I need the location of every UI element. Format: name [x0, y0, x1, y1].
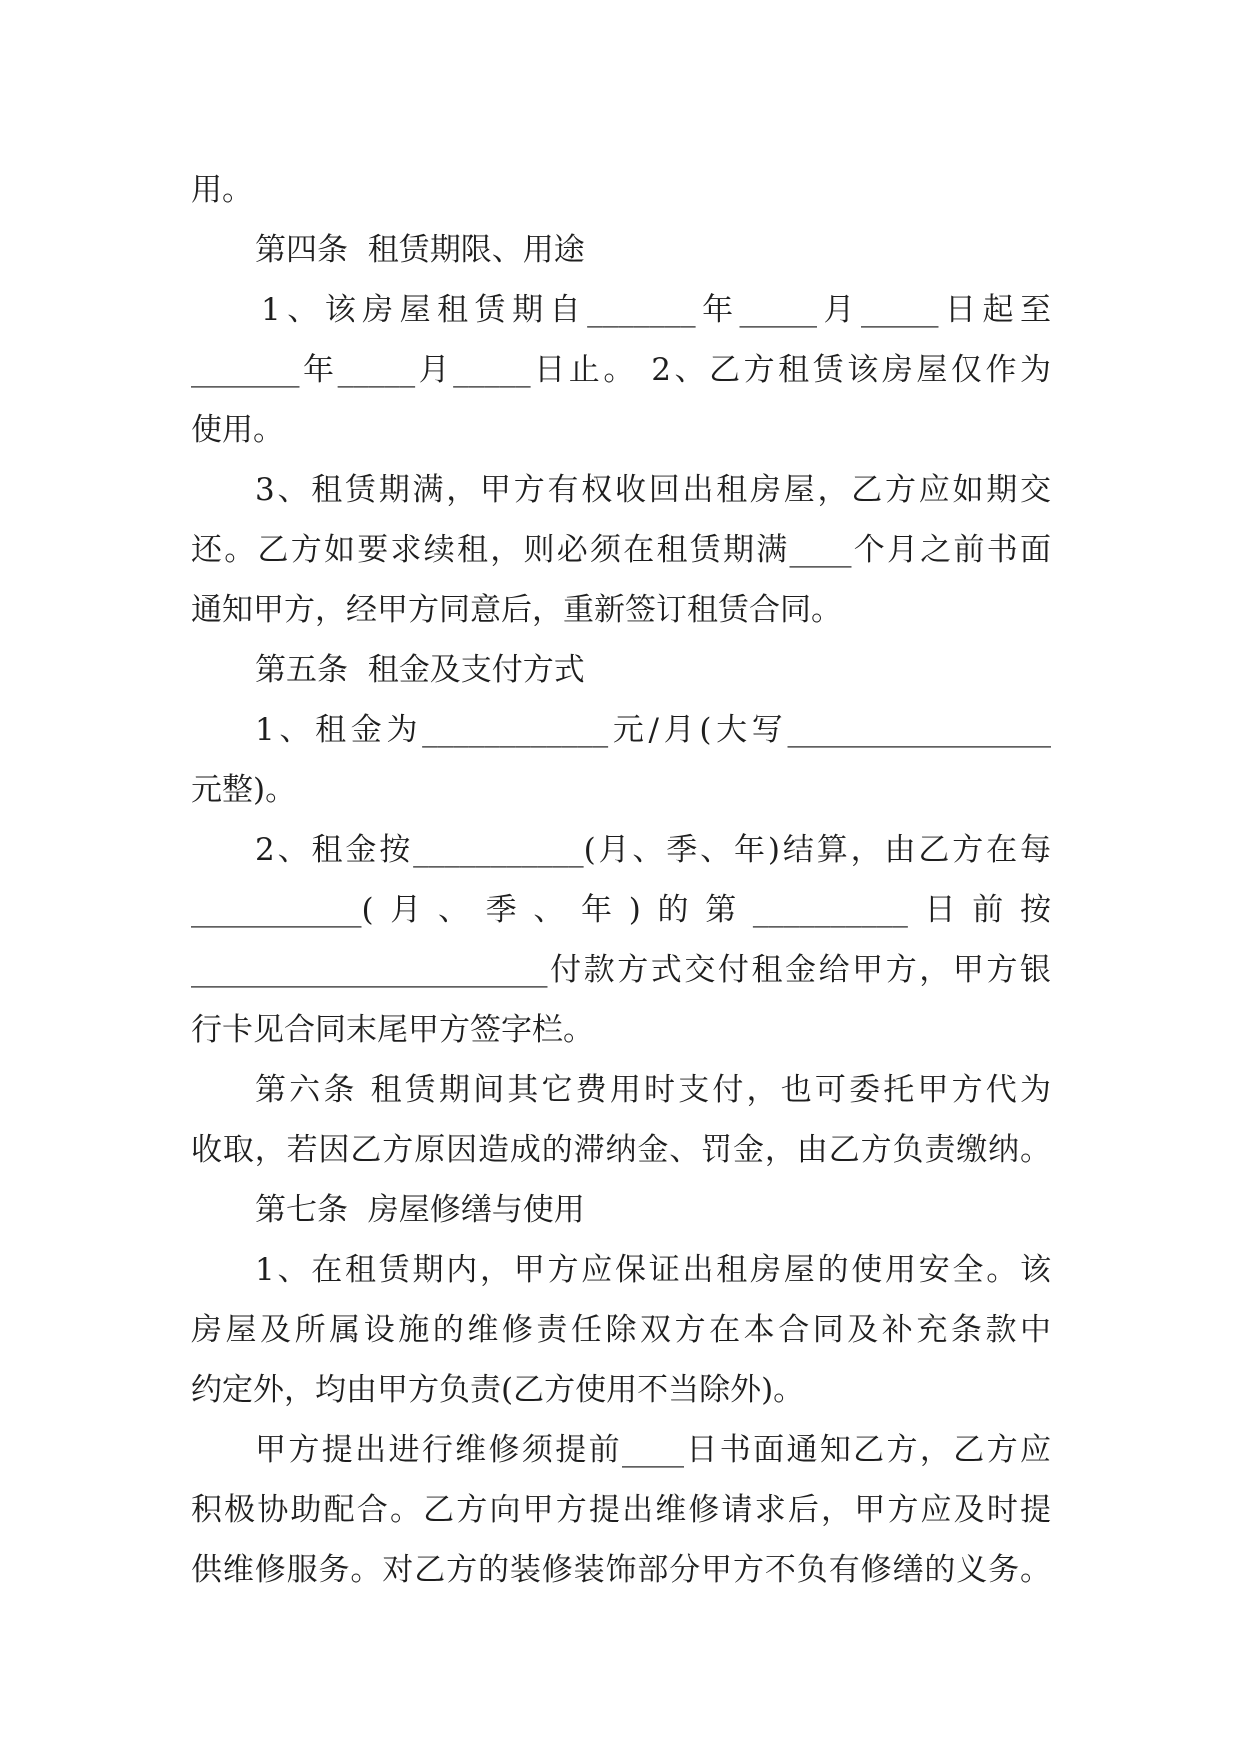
text-line: 用。	[191, 172, 253, 208]
text-line: 元整)。	[191, 772, 297, 808]
section-heading: 第六条 租赁期间其它费用时支付，也可委托甲方代为	[255, 1072, 1051, 1108]
text-line: 1、在租赁期内，甲方应保证出租房屋的使用安全。该	[255, 1252, 1051, 1288]
text-line: _______________________付款方式交付租金给甲方，甲方银	[191, 952, 1051, 988]
text-line: 甲方提出进行维修须提前____日书面通知乙方，乙方应	[255, 1432, 1051, 1468]
text-line: 1、租金为____________元/月(大写_________________	[255, 712, 1051, 748]
text-line: 约定外，均由甲方负责(乙方使用不当除外)。	[191, 1372, 805, 1408]
text-line: 使用。	[191, 412, 284, 448]
section-heading: 第五条 租金及支付方式	[255, 652, 585, 688]
document-body	[191, 160, 1051, 1600]
text-line: 行卡见合同末尾甲方签字栏。	[191, 1012, 594, 1048]
text-line: 1、该房屋租赁期自_______年_____月_____日起至	[261, 292, 1051, 328]
text-line: 房屋及所属设施的维修责任除双方在本合同及补充条款中	[191, 1312, 1051, 1348]
text-line: ___________(月、季、年)的第__________日前按	[191, 892, 1051, 928]
text-line: 还。乙方如要求续租，则必须在租赁期满____个月之前书面	[191, 532, 1051, 568]
text-line: 积极协助配合。乙方向甲方提出维修请求后，甲方应及时提	[191, 1492, 1051, 1528]
text-line: 2、租金按___________(月、季、年)结算，由乙方在每	[255, 832, 1051, 868]
text-line: 供维修服务。对乙方的装修装饰部分甲方不负有修缮的义务。	[191, 1552, 1051, 1588]
text-line: 通知甲方，经甲方同意后，重新签订租赁合同。	[191, 592, 842, 628]
section-heading: 第七条 房屋修缮与使用	[255, 1192, 585, 1228]
text-line: 收取，若因乙方原因造成的滞纳金、罚金，由乙方负责缴纳。	[191, 1132, 1051, 1168]
section-heading: 第四条 租赁期限、用途	[255, 232, 585, 268]
text-line: _______年_____月_____日止。 2、乙方租赁该房屋仅作为	[191, 352, 1051, 388]
text-line: 3、租赁期满，甲方有权收回出租房屋，乙方应如期交	[255, 472, 1051, 508]
